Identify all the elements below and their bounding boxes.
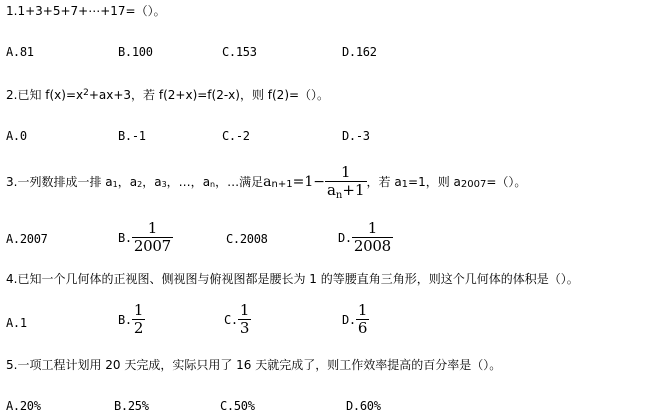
q2-stem-part2: +ax+3，若 f(2+x)=f(2-x)，则 f(2)=（）。 [88, 88, 330, 102]
q4-option-b-den: 2 [133, 319, 144, 337]
question-5-stem: 5.一项工程计划用 20 天完成，实际只用了 16 天就完成了，则工作效率提高的百分率是（）。 [6, 358, 502, 372]
q3-cond-sub: 1 [401, 179, 409, 190]
q3-option-b [118, 220, 173, 255]
q4-option-c [224, 302, 251, 337]
q3-sep-3: ， [166, 175, 179, 189]
q2-option-d: D.-3 [342, 129, 370, 143]
q3-ask-sub: 2007 [460, 179, 487, 190]
question-2-stem [6, 88, 329, 104]
q4-option-d-label: D. [342, 312, 356, 327]
q4-option-b-label: B. [118, 312, 132, 327]
q3-var-3: a [154, 175, 162, 189]
q3-var-n: a [202, 175, 211, 189]
q1-option-b: B.100 [118, 45, 153, 59]
q3-option-b-fraction [132, 220, 173, 255]
q3-option-d-num: 1 [367, 219, 377, 237]
q3-den-sub: n [335, 189, 343, 201]
question-1-stem: 1.1+3+5+7+⋯+17=（）。 [6, 4, 166, 18]
q3-sub-n: n [210, 180, 216, 189]
q3-option-d [338, 220, 393, 255]
q5-option-c: C.50% [220, 399, 255, 413]
q3-fraction-denominator [325, 182, 367, 201]
q2-option-c: C.-2 [222, 129, 250, 143]
q3-ellipsis: …， [178, 175, 203, 189]
q3-sub-2: 2 [137, 180, 143, 189]
q4-option-c-label: C. [224, 312, 238, 327]
q3-stem-part1: 3.一列数排成一排 a [6, 175, 113, 189]
q3-end: =（）。 [486, 175, 527, 189]
q3-option-d-fraction [352, 220, 393, 255]
question-3-stem [6, 162, 526, 202]
q2-option-b: B.-1 [118, 129, 146, 143]
q3-lhs-sub: n+1 [271, 179, 293, 190]
q3-den-plus: +1 [342, 180, 365, 199]
q5-option-d: D.60% [346, 399, 381, 413]
q3-lhs-var: a [263, 174, 272, 190]
q3-eq-pre: =1− [292, 174, 325, 190]
q2-option-a: A.0 [6, 129, 27, 143]
q3-option-b-label: B. [118, 230, 132, 245]
q3-option-a: A.2007 [6, 232, 48, 246]
q4-option-d-num: 1 [357, 301, 368, 319]
q3-fraction-numerator: 1 [340, 162, 351, 181]
q3-recurrence-fraction [325, 164, 367, 201]
q4-option-d-fraction [356, 302, 369, 337]
q5-option-b: B.25% [114, 399, 149, 413]
q4-option-d-den: 6 [357, 319, 368, 337]
q4-option-b [118, 302, 145, 337]
q4-option-d [342, 302, 369, 337]
q3-option-b-num: 1 [147, 219, 157, 237]
q3-sub-1: 1 [112, 180, 118, 189]
q4-option-c-num: 1 [239, 301, 250, 319]
q1-option-a: A.81 [6, 45, 34, 59]
q3-den-var: a [326, 180, 336, 199]
q3-option-b-den: 2007 [133, 237, 171, 255]
q3-option-d-label: D. [338, 230, 352, 245]
q4-option-c-den: 3 [239, 319, 250, 337]
q4-option-c-fraction [238, 302, 251, 337]
q2-stem-part1: 2.已知 f(x)=x [6, 88, 84, 102]
q3-sep-2: ， [142, 175, 155, 189]
q2-exponent: 2 [83, 88, 89, 98]
question-4-stem: 4.已知一个几何体的正视图、侧视图与俯视图都是腰长为 1 的等腰直角三角形，则这个几何体的体积是（）。 [6, 272, 579, 286]
q3-sub-3: 3 [161, 180, 167, 189]
q3-option-c: C.2008 [226, 232, 268, 246]
q1-option-d: D.162 [342, 45, 377, 59]
q3-cond-tail: =1，则 a [408, 175, 461, 189]
q4-option-b-num: 1 [133, 301, 144, 319]
q4-option-a: A.1 [6, 316, 27, 330]
q1-option-c: C.153 [222, 45, 257, 59]
q3-mid: ，若 a [366, 175, 402, 189]
q3-var-2: a [129, 175, 138, 189]
q4-option-b-fraction [132, 302, 145, 337]
q3-tail-before: ，…满足 [215, 175, 264, 189]
q3-option-d-den: 2008 [353, 237, 391, 255]
q3-sep-1: ， [117, 175, 130, 189]
q5-option-a: A.20% [6, 399, 41, 413]
